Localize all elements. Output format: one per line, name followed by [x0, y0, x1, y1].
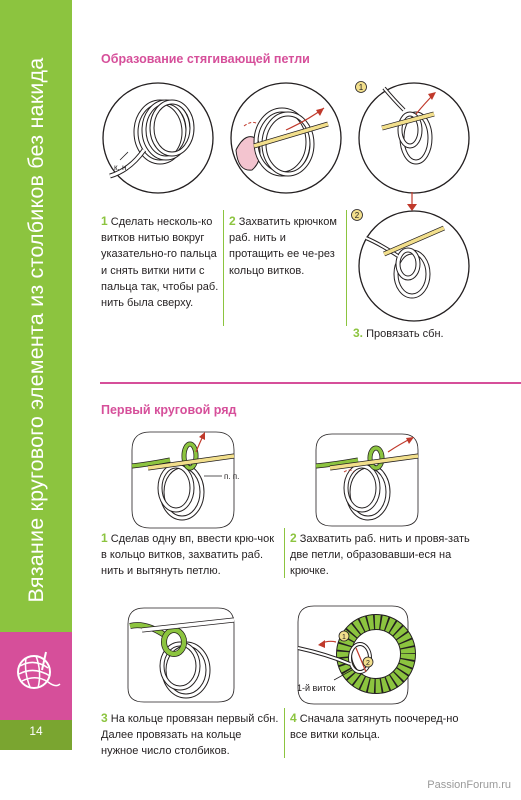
page-number: 14: [29, 724, 43, 738]
sidebar-bottom: [0, 750, 72, 800]
section-divider: [100, 382, 521, 384]
illustration-round-step-3: [126, 606, 242, 706]
step-number: 2: [229, 214, 236, 228]
step-2-3: [101, 710, 279, 760]
watermark: PassionForum.ru: [427, 779, 511, 791]
step-text: Захватить раб. нить и провя-зать две петли, образовавши-еся на крючке.: [290, 533, 470, 578]
step-2-4: [290, 710, 470, 743]
illustration-yarn-wraps: [100, 80, 216, 196]
label-working-thread: к. н.: [114, 163, 129, 172]
step-text: Сделать несколь-ко витков нитью вокруг указательно-го пальца и снять витки нити с пальца так, чтобы раб. нить была сверху.: [101, 216, 219, 310]
column-divider: [284, 528, 285, 578]
step-number: 2: [290, 531, 297, 545]
marker-round-1: 1: [342, 634, 346, 641]
illustration-pull-through-2: [350, 208, 472, 324]
sidebar-title: Вязание кругового элемента из столбиков без накида: [24, 57, 48, 603]
section-title-first-round: Первый круговой ряд: [101, 403, 237, 417]
step-text: Сначала затянуть поочеред-но все витки кольца.: [290, 713, 459, 742]
step-number: 3: [101, 711, 108, 725]
step-text: Провязать сбн.: [366, 328, 444, 340]
marker-1: 1: [358, 83, 364, 92]
label-first-round: 1-й виток: [297, 683, 336, 693]
column-divider: [346, 210, 347, 326]
step-2-1: [101, 530, 279, 580]
step-1-1: [101, 213, 219, 311]
yarn-ball-icon: [12, 648, 62, 698]
step-number: 3.: [353, 326, 364, 340]
label-lifting-loop: п. п.: [224, 472, 240, 481]
section-title-slip-loop: Образование стягивающей петли: [101, 52, 310, 66]
step-number: 1: [101, 214, 108, 228]
illustration-round-step-2: [314, 432, 424, 528]
marker-2: 2: [354, 211, 360, 220]
step-text: Захватить крючком раб. нить и протащить ее че-рез кольцо витков.: [229, 216, 337, 277]
step-number: 1: [101, 531, 108, 545]
step-1-3: [353, 325, 473, 342]
step-number: 4: [290, 711, 297, 725]
sidebar: [0, 0, 72, 800]
step-text: Сделав одну вп, ввести крю-чок в кольцо витков, захватить раб. нить и вытянуть петлю.: [101, 533, 275, 578]
illustration-round-step-1: [130, 430, 250, 530]
illustration-hook-through-ring: [228, 80, 344, 196]
step-2-2: [290, 530, 470, 580]
step-text: На кольце провязан первый сбн. Далее провязать на кольце нужное число столбиков.: [101, 713, 279, 758]
illustration-pull-through-1: [354, 80, 472, 196]
step-1-2: [229, 213, 339, 279]
column-divider: [223, 210, 224, 326]
column-divider: [284, 708, 285, 758]
marker-round-2: 2: [366, 660, 370, 667]
